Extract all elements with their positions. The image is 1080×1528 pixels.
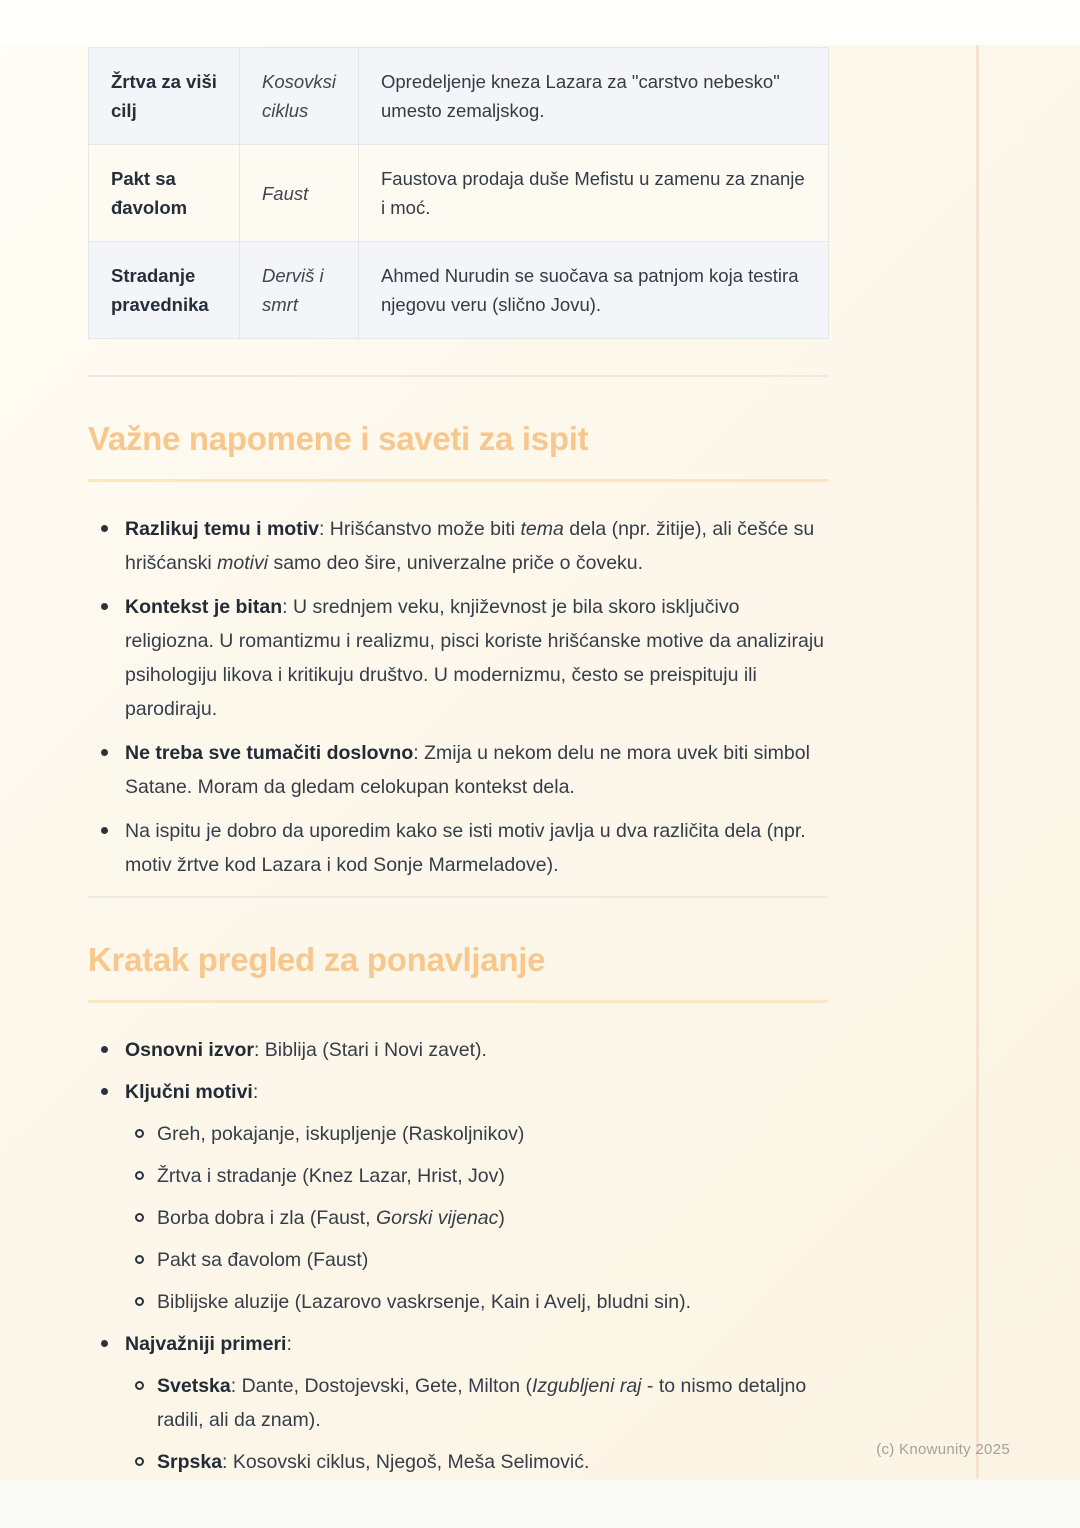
text-segment: Izgubljeni raj — [532, 1375, 642, 1397]
section-heading-review: Kratak pregled za ponavljanje — [88, 938, 828, 1003]
circle-bullet-icon — [135, 1171, 144, 1180]
text-segment: motivi — [217, 552, 269, 574]
motif-cell: Stradanje pravednika — [89, 242, 240, 339]
text-segment: : Dante, Dostojevski, Gete, Milton ( — [230, 1375, 533, 1397]
list-item — [88, 1075, 828, 1319]
table-row — [89, 48, 829, 145]
motif-cell: Pakt sa đavolom — [89, 145, 240, 242]
table-row — [89, 242, 829, 339]
description-cell: Faustova prodaja duše Mefistu u zamenu za znanje i moć. — [359, 145, 829, 242]
description-cell: Opredeljenje kneza Lazara za "carstvo nebesko" umesto zemaljskog. — [359, 48, 829, 145]
text-segment: samo deo šire, univerzalne priče o čoveku. — [268, 552, 644, 574]
page-top-margin — [0, 0, 1080, 45]
text-segment: Gorski vijenac — [375, 1207, 499, 1229]
notes-list — [88, 512, 828, 882]
text-segment: : U srednjem veku, književnost je bila skoro isključivo religiozna. U romantizmu i realizmu, pisci koriste hrišćanske motive da analiziraju psihologiju likova i kritikuju društvo. U modernizmu, često se preispituju ili parodiraju. — [125, 596, 825, 720]
page-bottom-edge — [0, 1480, 1080, 1528]
bullet-icon — [101, 525, 108, 532]
sub-list-item — [125, 1201, 828, 1235]
bullet-icon — [101, 827, 108, 834]
circle-bullet-icon — [135, 1213, 144, 1222]
bullet-icon — [101, 1340, 108, 1347]
list-item — [88, 590, 828, 726]
circle-bullet-icon — [135, 1129, 144, 1138]
text-segment: : Biblija (Stari i Novi zavet). — [253, 1039, 487, 1061]
list-item — [88, 814, 828, 882]
sub-list-item — [125, 1369, 828, 1437]
circle-bullet-icon — [135, 1381, 144, 1390]
table-row — [89, 145, 829, 242]
text-segment: ) — [498, 1207, 505, 1229]
sub-list — [125, 1369, 828, 1479]
text-segment: Ključni motivi — [125, 1081, 253, 1103]
bullet-icon — [101, 749, 108, 756]
text-segment: Ne treba sve tumačiti doslovno — [125, 742, 414, 764]
motif-cell: Žrtva za viši cilj — [89, 48, 240, 145]
sub-list-item — [125, 1159, 828, 1193]
text-segment: Na ispitu je dobro da uporedim kako se isti motiv javlja u dva različita dela (npr. motiv žrtve kod Lazara i kod Sonje Marmeladove). — [125, 820, 806, 876]
list-item — [88, 1327, 828, 1479]
text-segment: Pakt sa đavolom (Faust) — [157, 1249, 369, 1271]
list-item — [88, 736, 828, 804]
sub-list-item — [125, 1285, 828, 1319]
text-segment: Žrtva i stradanje (Knez Lazar, Hrist, Jov) — [157, 1165, 505, 1187]
circle-bullet-icon — [135, 1255, 144, 1264]
circle-bullet-icon — [135, 1457, 144, 1466]
work-cell: Derviš i smrt — [240, 242, 359, 339]
text-segment: - to nismo detaljno radili, ali da znam). — [157, 1375, 807, 1431]
section-divider — [88, 375, 828, 377]
sub-list — [125, 1117, 828, 1319]
motifs-table — [88, 47, 829, 339]
review-list — [88, 1033, 828, 1479]
copyright-notice: (c) Knowunity 2025 — [876, 1441, 1010, 1458]
list-item — [88, 512, 828, 580]
text-segment: Kontekst je bitan — [125, 596, 283, 618]
sub-list-item — [125, 1243, 828, 1277]
section-divider — [88, 896, 828, 898]
page-fold-line — [976, 45, 979, 1478]
text-segment: Biblijske aluzije (Lazarovo vaskrsenje, Kain i Avelj, bludni sin). — [157, 1291, 691, 1313]
bullet-icon — [101, 603, 108, 610]
circle-bullet-icon — [135, 1297, 144, 1306]
bullet-icon — [101, 1046, 108, 1053]
text-segment: Najvažniji primeri — [125, 1333, 287, 1355]
text-segment: Razlikuj temu i motiv — [125, 518, 319, 540]
work-cell: Faust — [240, 145, 359, 242]
description-cell: Ahmed Nurudin se suočava sa patnjom koja testira njegovu veru (slično Jovu). — [359, 242, 829, 339]
text-segment: tema — [520, 518, 564, 540]
sub-list-item — [125, 1117, 828, 1151]
text-segment: Borba dobra i zla (Faust, — [157, 1207, 376, 1229]
list-item — [88, 1033, 828, 1067]
page-content — [88, 45, 828, 1487]
section-heading-notes: Važne napomene i saveti za ispit — [88, 417, 828, 482]
text-segment: Osnovni izvor — [125, 1039, 254, 1061]
text-segment: : — [286, 1333, 292, 1355]
text-segment: Svetska — [157, 1375, 231, 1397]
text-segment: : — [252, 1081, 259, 1103]
sub-list-item — [125, 1445, 828, 1479]
bullet-icon — [101, 1088, 108, 1095]
text-segment: dela (npr. žitije), ali češće su hrišćanski — [125, 518, 815, 574]
text-segment: Greh, pokajanje, iskupljenje (Raskoljnikov) — [157, 1123, 525, 1145]
text-segment: : Kosovski ciklus, Njegoš, Meša Selimović. — [222, 1451, 590, 1473]
work-cell: Kosovksi ciklus — [240, 48, 359, 145]
text-segment: : Zmija u nekom delu ne mora uvek biti simbol Satane. Moram da gledam celokupan kontekst dela. — [125, 742, 810, 798]
text-segment: : Hrišćanstvo može biti — [318, 518, 521, 540]
text-segment: Srpska — [157, 1451, 223, 1473]
